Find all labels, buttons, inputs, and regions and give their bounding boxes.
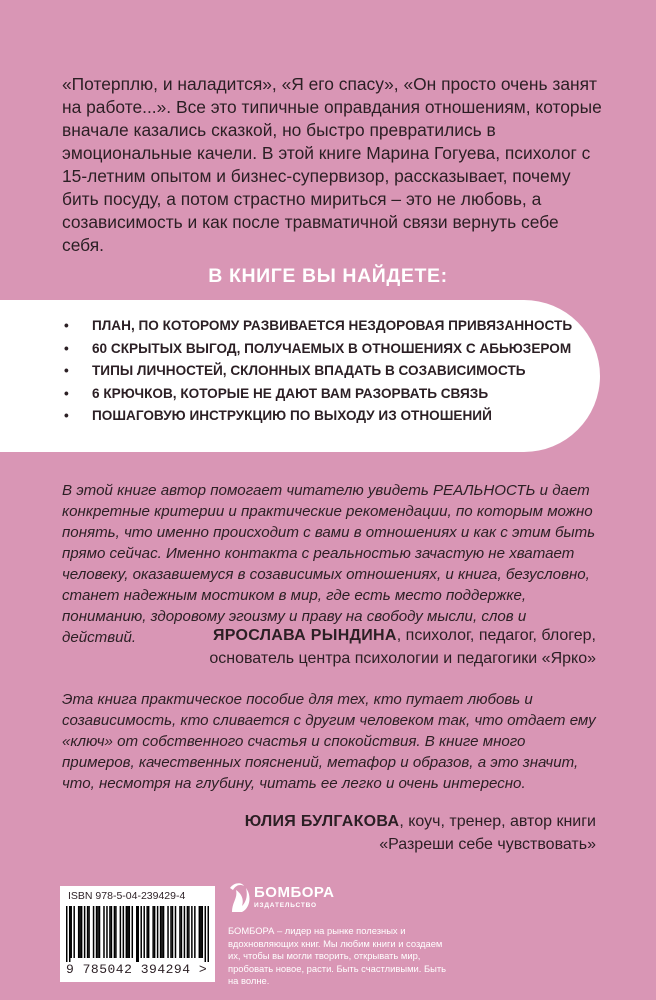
bullet-icon: • xyxy=(64,363,69,378)
barcode-bar xyxy=(103,906,104,958)
barcode-bar xyxy=(70,906,71,958)
barcode-bar xyxy=(194,906,195,958)
barcode-bar xyxy=(167,906,168,958)
barcode-bar xyxy=(187,906,188,958)
barcode-bar xyxy=(66,906,67,962)
barcode-number: 9 785042 394294 > xyxy=(66,962,208,977)
barcode-bar xyxy=(84,906,85,958)
barcode-bar xyxy=(79,906,80,958)
review-quote-1: В этой книге автор помогает читателю увидеть РЕАЛЬНОСТЬ и дает конкретные критерии и практические рекомендации, по которым можно понять, что именно происходит с вами в отношениях и как с этим быть прямо сейчас. Именно контакта с реальностью зачастую не хватает человеку, оказавшемуся в созависимых отношениях, и книга, безусловно, станет надежным мостиком в мир, где есть место поддержке, пониманию, здоровому эгоизму и праву на свободу мысли, слов и действий. xyxy=(62,482,596,646)
barcode-bar xyxy=(148,906,149,958)
barcode-bar xyxy=(172,906,173,958)
barcode-bar xyxy=(97,906,98,958)
barcode-bar xyxy=(99,906,100,958)
barcode-bar xyxy=(78,906,79,958)
barcode-block xyxy=(60,886,215,982)
barcode-bar xyxy=(175,906,176,958)
barcode-bar xyxy=(136,906,137,962)
barcode-bar xyxy=(96,906,97,958)
barcode-bar xyxy=(184,906,185,958)
barcode-bar xyxy=(106,906,107,958)
barcode-bar xyxy=(87,906,88,958)
bullet-icon: • xyxy=(64,340,69,356)
bullet-icon: • xyxy=(64,408,69,423)
reviewer-name: ЯРОСЛАВА РЫНДИНА xyxy=(212,627,397,644)
barcode-bar xyxy=(109,906,110,958)
barcode-bar xyxy=(181,906,182,958)
publisher-about: БОМБОРА – лидер на рынке полезных и вдохновляющих книг. Мы любим книги и создаем их, чтобы вы могли творить, открывать мир, пробовать новое, расти. Быть счастливыми. Быть на волне. xyxy=(228,925,447,986)
barcode-bar xyxy=(205,906,206,962)
barcode-bar xyxy=(129,906,130,958)
barcode-bar xyxy=(161,906,162,958)
reviewer-role-line2: основатель центра психологии и педагогики «Ярко» xyxy=(209,650,596,667)
barcode-bar xyxy=(73,906,74,958)
list-item: • ПЛАН, ПО КОТОРОМУ РАЗВИВАЕТСЯ НЕЗДОРОВАЯ ПРИВЯЗАННОСТЬ xyxy=(64,316,584,338)
barcode-bar xyxy=(114,906,115,958)
reviewer-role-line2: «Разреши себе чувствовать» xyxy=(379,836,596,853)
list-item: • 6 КРЮЧКОВ, КОТОРЫЕ НЕ ДАЮТ ВАМ РАЗОРВАТЬ СВЯЗЬ xyxy=(64,384,584,406)
barcode-icon xyxy=(66,906,209,962)
review-quote-2: Эта книга практическое пособие для тех, кто путает любовь и созависимость, кто сливается с другим человеком так, что отдает ему «ключ» от собственного счастья и спокойствия. В книге много примеров, качественных пояснений, метафор и образов, а это значит, что, несмотря на глубину, читать ее легко и очень интересно. xyxy=(62,691,596,792)
barcode-bar xyxy=(143,906,144,958)
bombora-wave-icon xyxy=(228,880,252,914)
review-attribution-2 xyxy=(245,810,596,856)
barcode-bar xyxy=(111,906,112,958)
intro-paragraph: «Потерплю, и наладится», «Я его спасу», «Он просто очень занят на работе...». Все это типичные оправдания отношениям, которые вначале казались сказкой, но быстро превратились в эмоциональные качели. В этой книге Марина Гогуева, психолог с 15-летним опытом и бизнес-супервизор, рассказывает, почему бить посуду, а потом страстно мириться – это не любовь, а созависимость и как после травматичной связи вернуть себе себя. xyxy=(62,74,602,255)
reviewer-role: , коуч, тренер, автор книги xyxy=(399,813,596,830)
reviewer-name: ЮЛИЯ БУЛГАКОВА xyxy=(244,813,400,830)
barcode-bar xyxy=(140,906,141,958)
publisher-brand: БОМБОРА xyxy=(254,884,335,901)
bullet-icon: • xyxy=(64,385,69,401)
barcode-bar xyxy=(69,906,70,962)
publisher-logo xyxy=(228,880,338,916)
barcode-bar xyxy=(154,906,155,958)
barcode-bar xyxy=(170,906,171,958)
barcode-bar xyxy=(81,906,82,958)
barcode-bar xyxy=(126,906,127,958)
bullet-icon: • xyxy=(64,318,69,333)
barcode-bar xyxy=(200,906,201,958)
list-item: • ТИПЫ ЛИЧНОСТЕЙ, СКЛОННЫХ ВПАДАТЬ В СОЗАВИСИМОСТЬ xyxy=(64,361,584,383)
barcode-bar xyxy=(188,906,189,958)
barcode-bar xyxy=(202,906,203,958)
barcode-bar xyxy=(163,906,164,958)
barcode-bar xyxy=(132,906,133,958)
list-item: • 60 СКРЫТЫХ ВЫГОД, ПОЛУЧАЕМЫХ В ОТНОШЕНИЯХ С АБЬЮЗЕРОМ xyxy=(64,339,584,361)
barcode-bar xyxy=(191,906,192,958)
barcode-bar xyxy=(88,906,89,958)
publisher-sub: ИЗДАТЕЛЬСТВО xyxy=(254,902,317,909)
barcode-bar xyxy=(138,906,139,962)
features-list xyxy=(64,316,584,429)
barcode-bar xyxy=(93,906,94,958)
barcode-bar xyxy=(152,906,153,958)
isbn-label: ISBN 978-5-04-239429-4 xyxy=(68,890,186,902)
barcode-bar xyxy=(115,906,116,958)
barcode-bar xyxy=(120,906,121,958)
barcode-bar xyxy=(208,906,209,962)
barcode-bar xyxy=(146,906,147,958)
barcode-bar xyxy=(199,906,200,958)
barcode-bar xyxy=(160,906,161,958)
barcode-bar xyxy=(179,906,180,958)
section-title: В КНИГЕ ВЫ НАЙДЕТЕ: xyxy=(208,265,448,287)
review-attribution-1 xyxy=(209,624,596,670)
barcode-bar xyxy=(127,906,128,958)
reviewer-role: , психолог, педагог, блогер, xyxy=(396,627,596,644)
barcode-bar xyxy=(123,906,124,958)
barcode-bar xyxy=(157,906,158,958)
list-item: • ПОШАГОВУЮ ИНСТРУКЦИЮ ПО ВЫХОДУ ИЗ ОТНОШЕНИЙ xyxy=(64,406,584,428)
